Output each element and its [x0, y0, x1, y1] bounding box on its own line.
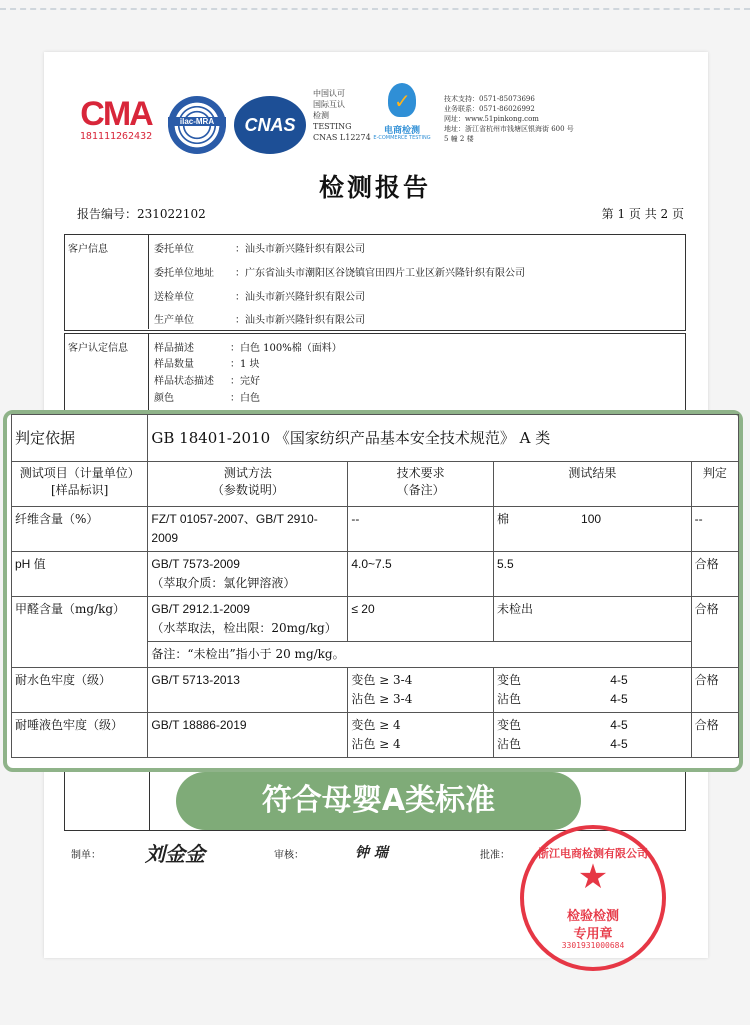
header-subtext: [样品标识]: [51, 483, 109, 497]
header-text: 测试项目（计量单位）: [19, 466, 140, 480]
method-note: （水萃取法，检出限：20mg/kg）: [151, 621, 337, 635]
client-field-value: ：广东省汕头市潮阳区谷饶镇官田四片工业区新兴隆针织有限公司: [235, 268, 525, 279]
seal-number: 3301931000684: [561, 941, 625, 950]
divider: [148, 234, 149, 329]
header-item: [12, 462, 148, 507]
compliance-banner: 符合母婴A类标准: [176, 772, 581, 830]
client-section-label: 客户信息: [68, 244, 108, 255]
requirement-line: 沾色 ≥ 3-4: [351, 692, 413, 706]
contact-line: 网址：www.51pinkong.com: [444, 115, 539, 123]
method-standard: GB/T 7573-2009: [151, 557, 240, 571]
ecommerce-testing-logo: [370, 83, 434, 149]
result-label: 沾色: [497, 737, 522, 751]
basis-row: [12, 415, 739, 462]
cell-result: [494, 713, 692, 758]
basis-label: 判定依据: [12, 415, 148, 462]
star-icon: ★: [577, 857, 609, 897]
requirement-line: 变色 ≥ 4: [351, 718, 401, 732]
table-row: [12, 597, 739, 642]
header-judgement: 判定: [691, 462, 738, 507]
cell-result: [494, 507, 692, 552]
cell-result: [494, 668, 692, 713]
cell-requirement: [348, 713, 494, 758]
result-value: 100: [581, 512, 602, 526]
sample-field-label: 颜色: [154, 393, 174, 404]
accreditation-text: [313, 88, 371, 143]
cert-line: CNAS L12274: [313, 133, 371, 142]
official-seal: [520, 825, 666, 971]
result-value: 4-5: [610, 737, 628, 751]
sample-field-label: 样品状态描述: [154, 376, 214, 387]
cnas-logo: CNAS: [234, 96, 306, 154]
contact-line: 业务联系：0571-86026992: [444, 105, 535, 113]
cell-judgement: 合格: [691, 552, 738, 597]
table-header: [12, 462, 739, 507]
header-requirement: [348, 462, 494, 507]
cell-judgement: 合格: [691, 668, 738, 713]
cell-result: 未检出: [494, 597, 692, 642]
cell-result: 5.5: [494, 552, 692, 597]
header-subtext: （备注）: [396, 483, 445, 497]
result-value: 4-5: [610, 673, 628, 687]
cma-logo: [69, 95, 163, 149]
cell-requirement: [348, 668, 494, 713]
contact-line: 技术支持：0571-85073696: [444, 95, 535, 103]
approve-label: 批准：: [480, 850, 510, 861]
result-value: 4-5: [610, 692, 628, 706]
cell-item: 甲醛含量（mg/kg）: [12, 597, 148, 668]
sample-field-label: 样品描述: [154, 343, 194, 354]
header-subtext: （参数说明）: [211, 483, 284, 497]
client-field-label: 委托单位地址: [154, 268, 214, 279]
result-value: 4-5: [610, 718, 628, 732]
report-number: 报告编号：231022102: [77, 207, 206, 221]
divider: [148, 333, 149, 411]
header-text: 技术要求: [396, 466, 445, 480]
client-field-label: 生产单位: [154, 315, 194, 326]
results-highlight-card: [3, 410, 743, 772]
review-label: 审核：: [274, 850, 304, 861]
client-field-value: ：汕头市新兴隆针织有限公司: [235, 292, 365, 303]
cell-item: 耐唾液色牢度（级）: [12, 713, 148, 758]
review-signature: 钟 瑞: [355, 845, 388, 861]
result-label: 变色: [497, 718, 522, 732]
cell-judgement: 合格: [691, 597, 738, 668]
cma-number: 181111262432: [79, 131, 153, 142]
divider: [149, 770, 150, 830]
cell-requirement: ≤ 20: [348, 597, 494, 642]
cell-judgement: --: [691, 507, 738, 552]
cell-method: GB/T 18886-2019: [148, 713, 348, 758]
cert-line: TESTING: [313, 122, 352, 131]
cma-logo-text: CMA: [80, 95, 152, 133]
cell-note: 备注：“未检出”指小于 20 mg/kg。: [148, 642, 691, 668]
cell-item: pH 值: [12, 552, 148, 597]
result-label: 变色: [497, 673, 522, 687]
result-label: 棉: [497, 512, 510, 526]
client-field-label: 送检单位: [154, 292, 194, 303]
client-field-value: ：汕头市新兴隆针织有限公司: [235, 315, 365, 326]
header-method: [148, 462, 348, 507]
table-row: [12, 668, 739, 713]
ilac-mra-logo: [168, 96, 226, 154]
sample-field-value: ：完好: [230, 376, 260, 387]
cell-method: [148, 552, 348, 597]
cell-requirement: --: [348, 507, 494, 552]
page-indicator: 第 1 页 共 2 页: [601, 207, 684, 221]
cell-item: 纤维含量（%）: [12, 507, 148, 552]
method-note: （萃取介质：氯化钾溶液）: [151, 576, 296, 590]
requirement-line: 沾色 ≥ 4: [351, 737, 401, 751]
ilac-label: ilac-MRA: [168, 117, 226, 126]
dashed-divider: [0, 8, 750, 10]
cell-method: GB/T 5713-2013: [148, 668, 348, 713]
requirement-line: 变色 ≥ 3-4: [351, 673, 413, 687]
method-standard: GB/T 2912.1-2009: [151, 602, 250, 616]
seal-company: 浙江电商检测有限公司: [538, 847, 648, 860]
sample-field-value: ：白色 100%棉（面料）: [230, 343, 342, 354]
sample-field-label: 样品数量: [154, 359, 194, 370]
sample-section-label: 客户认定信息: [68, 343, 128, 354]
report-title: 检测报告: [318, 173, 431, 202]
client-field-value: ：汕头市新兴隆针织有限公司: [235, 244, 365, 255]
seal-type: 专用章: [573, 927, 613, 942]
contact-info: [444, 94, 574, 144]
seal-purpose: 检验检测: [566, 909, 619, 924]
contact-line: 地址：浙江省杭州市钱塘区银海街 600 号: [444, 125, 574, 133]
result-label: 沾色: [497, 692, 522, 706]
sample-field-value: ：白色: [230, 393, 260, 404]
cert-line: 国际互认: [313, 100, 345, 109]
cell-judgement: 合格: [691, 713, 738, 758]
cell-requirement: 4.0~7.5: [348, 552, 494, 597]
header-text: 测试方法: [223, 466, 272, 480]
cell-item: 耐水色牢度（级）: [12, 668, 148, 713]
check-icon: ✓: [394, 89, 411, 113]
table-row: [12, 713, 739, 758]
contact-line: 5 幢 2 楼: [444, 135, 474, 143]
cell-method: [148, 597, 348, 642]
ecommerce-title: 电商检测: [383, 126, 420, 136]
cell-method: FZ/T 01057-2007、GB/T 2910-2009: [148, 507, 348, 552]
basis-value: GB 18401-2010 《国家纺织产品基本安全技术规范》 A 类: [148, 415, 739, 462]
maker-label: 制单：: [71, 850, 101, 861]
client-field-label: 委托单位: [154, 244, 194, 255]
maker-signature: 刘金金: [145, 842, 205, 866]
table-row: [12, 552, 739, 597]
cert-line: 中国认可: [313, 89, 345, 98]
sample-field-value: ：1 块: [230, 359, 260, 370]
cert-line: 检测: [313, 111, 329, 120]
table-row: [12, 507, 739, 552]
results-table: [11, 414, 739, 758]
ecommerce-subtitle: E-COMMERCE TESTING: [373, 135, 431, 141]
header-result: 测试结果: [494, 462, 692, 507]
